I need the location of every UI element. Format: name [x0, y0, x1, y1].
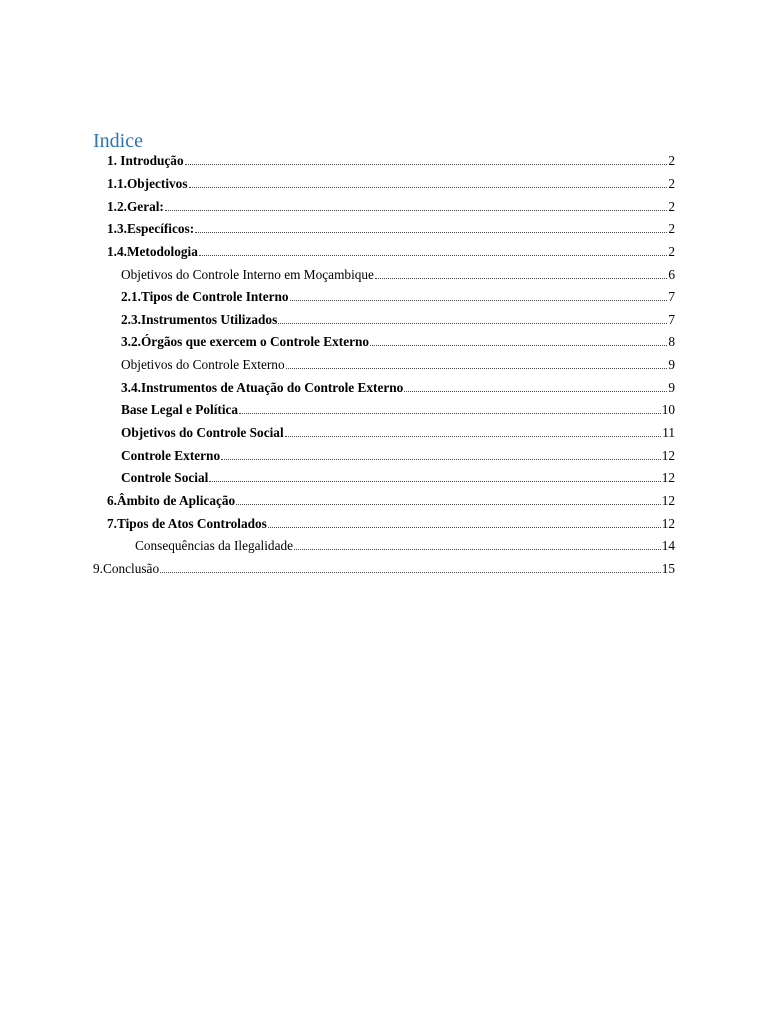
toc-dot-leader — [285, 435, 662, 437]
toc-page-number: 12 — [661, 447, 675, 463]
toc-entry[interactable] — [107, 490, 675, 513]
toc-page-number: 12 — [661, 515, 675, 531]
toc-title: Indice — [93, 130, 143, 152]
toc-entry-label: 2.3.Instrumentos Utilizados — [121, 311, 278, 327]
toc-entry[interactable] — [121, 467, 675, 490]
toc-dot-leader — [185, 163, 668, 165]
toc-page-number: 7 — [668, 311, 675, 327]
toc-entry-label: 1.4.Metodologia — [107, 243, 198, 259]
toc-entry[interactable] — [107, 241, 675, 264]
toc-dot-leader — [199, 254, 667, 256]
toc-entry-label: Objetivos do Controle Externo — [121, 357, 285, 373]
toc-entry[interactable] — [121, 263, 675, 286]
toc-page-number: 11 — [662, 425, 675, 440]
toc-entry-label: 9.Conclusão — [93, 560, 160, 576]
toc-dot-leader — [209, 480, 660, 482]
toc-dot-leader — [278, 322, 667, 324]
toc-entry-label: 3.4.Instrumentos de Atuação do Controle Externo — [121, 379, 404, 395]
toc-page-number: 6 — [668, 266, 675, 282]
toc-dot-leader — [221, 458, 661, 460]
toc-entry[interactable] — [121, 331, 675, 354]
toc-dot-leader — [290, 299, 668, 301]
toc-entry-label: Base Legal e Política — [121, 402, 239, 418]
toc-dot-leader — [165, 209, 667, 211]
toc-entry[interactable] — [93, 558, 675, 581]
toc-page-number: 15 — [661, 560, 675, 576]
toc-entry-label: 3.2.Órgãos que exercem o Controle Externo — [121, 334, 370, 350]
toc-page-number: 9 — [668, 357, 675, 373]
toc-entry[interactable] — [135, 535, 675, 558]
toc-dot-leader — [189, 186, 668, 188]
toc-entry-label: 2.1.Tipos de Controle Interno — [121, 289, 289, 305]
toc-dot-leader — [404, 390, 667, 392]
toc-page-number: 2 — [668, 153, 675, 169]
toc-entry[interactable] — [121, 354, 675, 377]
toc-entry[interactable] — [121, 376, 675, 399]
toc-entry[interactable] — [107, 512, 675, 535]
toc-dot-leader — [160, 571, 661, 573]
toc-entry-label: 1.2.Geral: — [107, 198, 164, 214]
toc-entry[interactable] — [107, 150, 675, 173]
toc-page-number: 2 — [668, 198, 675, 214]
toc-page-number: 12 — [661, 470, 675, 486]
toc-page-number: 2 — [668, 243, 675, 259]
toc-entry-label: Controle Social — [121, 470, 209, 486]
toc-page-number: 10 — [661, 402, 675, 418]
toc-entry[interactable] — [121, 286, 675, 309]
toc-entry-label: Consequências da Ilegalidade — [135, 538, 294, 554]
toc-entry[interactable] — [107, 218, 675, 241]
toc-entry[interactable] — [121, 444, 675, 467]
toc-entry[interactable] — [107, 173, 675, 196]
toc-entry-label: 1.3.Específicos: — [107, 221, 195, 237]
toc-page-number: 2 — [668, 175, 675, 191]
toc-page-number: 12 — [661, 492, 675, 508]
toc-dot-leader — [268, 526, 661, 528]
toc-dot-leader — [370, 344, 667, 346]
toc-entry[interactable] — [107, 195, 675, 218]
toc-entry-label: 6.Âmbito de Aplicação — [107, 492, 236, 508]
toc-dot-leader — [375, 277, 667, 279]
toc-entry[interactable] — [121, 399, 675, 422]
toc-dot-leader — [294, 548, 661, 550]
toc-entry[interactable] — [121, 308, 675, 331]
table-of-contents — [0, 150, 768, 580]
toc-page-number: 2 — [668, 221, 675, 237]
toc-entry[interactable] — [121, 422, 675, 445]
toc-page-number: 9 — [668, 379, 675, 395]
toc-dot-leader — [195, 231, 667, 233]
toc-entry-label: Objetivos do Controle Interno em Moçambique — [121, 266, 374, 282]
toc-dot-leader — [236, 503, 661, 505]
toc-entry-label: 7.Tipos de Atos Controlados — [107, 515, 267, 531]
toc-entry-label: Objetivos do Controle Social — [121, 425, 284, 440]
toc-page-number: 7 — [668, 289, 675, 305]
toc-dot-leader — [239, 412, 661, 414]
toc-entry-label: 1.1.Objectivos — [107, 175, 188, 191]
toc-entry-label: Controle Externo — [121, 447, 221, 463]
toc-page-number: 14 — [661, 538, 675, 554]
toc-entry-label: 1. Introdução — [107, 153, 184, 169]
toc-page-number: 8 — [668, 334, 675, 350]
toc-dot-leader — [286, 367, 668, 369]
